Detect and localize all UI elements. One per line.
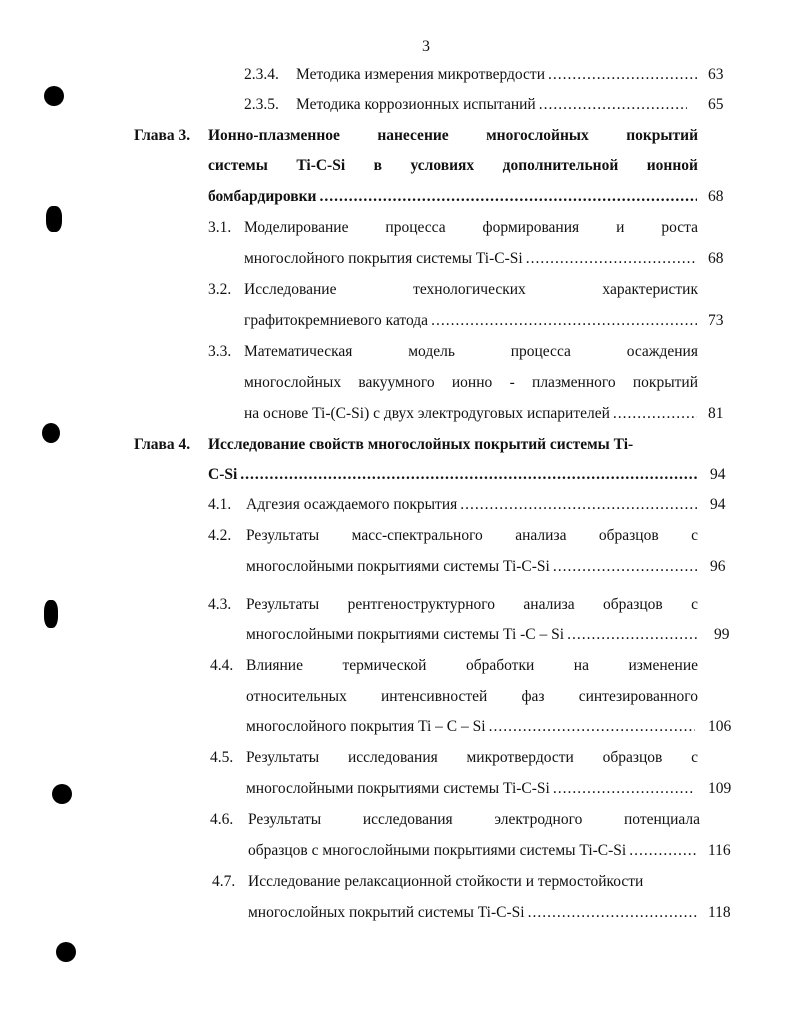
word: Результаты bbox=[246, 749, 320, 766]
leader-dots bbox=[460, 494, 697, 516]
word: образцов bbox=[602, 596, 663, 613]
word: многослойных bbox=[244, 374, 342, 391]
leader-dots bbox=[567, 624, 697, 646]
word: Ионно-плазменное bbox=[208, 127, 340, 144]
word: анализа bbox=[515, 527, 567, 544]
word: интенсивностей bbox=[381, 688, 488, 705]
word: покрытий bbox=[626, 127, 698, 144]
word: относительных bbox=[246, 688, 347, 705]
toc-title: C-Si bbox=[208, 466, 238, 483]
chapter-title-line bbox=[208, 434, 700, 456]
leader-dots bbox=[553, 778, 695, 800]
word: покрытий bbox=[632, 374, 698, 391]
word: Моделирование bbox=[244, 219, 349, 236]
word: характеристик bbox=[602, 281, 698, 298]
word: Результаты bbox=[248, 811, 322, 828]
word: процесса bbox=[385, 219, 446, 236]
toc-title: многослойного покрытия Ti – C – Si bbox=[246, 718, 486, 735]
word: Влияние bbox=[246, 657, 303, 674]
toc-page: 116 bbox=[708, 842, 731, 859]
word: осаждения bbox=[626, 343, 698, 360]
word: роста bbox=[661, 219, 698, 236]
toc-title-line bbox=[244, 341, 698, 363]
word: исследования bbox=[347, 749, 438, 766]
word: изменение bbox=[628, 657, 698, 674]
toc-title-line bbox=[246, 525, 698, 547]
leader-dots bbox=[548, 64, 697, 86]
punch-hole-mark bbox=[46, 206, 62, 232]
toc-number: 3.3. bbox=[208, 343, 232, 360]
word: процесса bbox=[510, 343, 571, 360]
toc-title-line bbox=[246, 624, 700, 646]
toc-title-line bbox=[246, 747, 698, 769]
toc-title: образцов с многослойными покрытиями системы Ti-C-Si bbox=[248, 842, 627, 859]
chapter-title-line bbox=[208, 186, 700, 208]
toc-page: 63 bbox=[708, 66, 724, 83]
word: с bbox=[691, 596, 698, 613]
word: плазменного bbox=[532, 374, 616, 391]
toc-title: многослойными покрытиями системы Ti-C-Si bbox=[246, 558, 550, 575]
toc-title-line bbox=[248, 902, 700, 924]
toc-number: 4.4. bbox=[210, 657, 234, 674]
word: электродного bbox=[494, 811, 583, 828]
toc-number: 4.5. bbox=[210, 749, 234, 766]
toc-page: 109 bbox=[708, 780, 732, 797]
toc-title: Методика коррозионных испытаний bbox=[296, 96, 536, 113]
toc-number: 3.2. bbox=[208, 281, 232, 298]
punch-hole-mark bbox=[52, 784, 72, 804]
toc-title: многослойными покрытиями системы Ti -C – Si bbox=[246, 626, 565, 643]
leader-dots bbox=[553, 556, 697, 578]
toc-page: 118 bbox=[708, 904, 731, 921]
toc-title: на основе Ti-(C-Si) с двух электродуговых испарителей bbox=[244, 405, 610, 422]
toc-title-line bbox=[244, 310, 700, 332]
word: исследования bbox=[362, 811, 453, 828]
toc-entry bbox=[246, 494, 700, 516]
leader-dots bbox=[528, 902, 697, 924]
word: фаз bbox=[521, 688, 545, 705]
word: термической bbox=[342, 657, 427, 674]
word: многослойных bbox=[486, 127, 589, 144]
word: Исследование bbox=[244, 281, 337, 298]
word: условиях bbox=[410, 157, 475, 174]
word: масс-спектрального bbox=[351, 527, 483, 544]
leader-dots bbox=[539, 94, 687, 116]
toc-title-line bbox=[244, 372, 698, 394]
toc-number: 4.1. bbox=[208, 496, 232, 513]
word: Ti-C-Si bbox=[296, 157, 346, 174]
word: дополнительной bbox=[502, 157, 619, 174]
toc-page: 73 bbox=[708, 312, 724, 329]
word: Результаты bbox=[246, 596, 320, 613]
leader-dots bbox=[629, 840, 697, 862]
toc-number: 2.3.4. bbox=[244, 66, 279, 83]
toc-title: Адгезия осаждаемого покрытия bbox=[246, 496, 458, 513]
word: и bbox=[616, 219, 625, 236]
toc-title: графитокремниевого катода bbox=[244, 312, 429, 329]
word: анализа bbox=[523, 596, 575, 613]
word: образцов bbox=[598, 527, 659, 544]
toc-title-line bbox=[246, 556, 700, 578]
word: - bbox=[509, 374, 515, 391]
toc-page: 106 bbox=[708, 718, 732, 735]
toc-title: бомбардировки bbox=[208, 188, 317, 205]
word: вакуумного bbox=[358, 374, 435, 391]
punch-hole-mark bbox=[44, 86, 64, 106]
toc-title: Исследование свойств многослойных покрытий системы Ti- bbox=[208, 436, 634, 453]
toc-number: 2.3.5. bbox=[244, 96, 279, 113]
word: образцов bbox=[602, 749, 663, 766]
toc-title-line bbox=[248, 840, 700, 862]
toc-title-line bbox=[246, 655, 698, 677]
chapter-label: Глава 4. bbox=[134, 436, 191, 453]
word: нанесение bbox=[377, 127, 449, 144]
toc-number: 4.3. bbox=[208, 596, 232, 613]
word: Результаты bbox=[246, 527, 320, 544]
word: на bbox=[573, 657, 589, 674]
toc-entry bbox=[296, 94, 690, 116]
toc-number: 3.1. bbox=[208, 219, 232, 236]
toc-page: 94 bbox=[710, 466, 726, 483]
chapter-title-line bbox=[208, 155, 698, 177]
word: с bbox=[691, 749, 698, 766]
chapter-title-line bbox=[208, 464, 700, 486]
toc-page: 96 bbox=[710, 558, 726, 575]
toc-page: 81 bbox=[708, 405, 724, 422]
punch-hole-mark bbox=[44, 600, 58, 628]
toc-title-line bbox=[246, 778, 698, 800]
toc-page: 94 bbox=[710, 496, 726, 513]
word: обработки bbox=[465, 657, 535, 674]
leader-dots bbox=[489, 716, 695, 738]
toc-title: Исследование релаксационной стойкости и термостойкости bbox=[248, 873, 644, 890]
toc-page: 99 bbox=[714, 626, 730, 643]
word: потенциала bbox=[623, 811, 700, 828]
chapter-label: Глава 3. bbox=[134, 127, 191, 144]
word: системы bbox=[208, 157, 268, 174]
toc-title-line bbox=[248, 809, 700, 831]
word: технологических bbox=[413, 281, 526, 298]
leader-dots bbox=[431, 310, 697, 332]
word: микротвердости bbox=[466, 749, 574, 766]
toc-title-line bbox=[244, 248, 700, 270]
toc-title: многослойными покрытиями системы Ti-C-Si bbox=[246, 780, 550, 797]
word: с bbox=[691, 527, 698, 544]
leader-dots bbox=[526, 248, 697, 270]
toc-entry bbox=[296, 64, 700, 86]
word: синтезированного bbox=[578, 688, 698, 705]
word: Математическая bbox=[244, 343, 353, 360]
toc-title-line bbox=[244, 403, 700, 425]
toc-title-line bbox=[244, 217, 698, 239]
word: модель bbox=[408, 343, 455, 360]
leader-dots bbox=[613, 403, 697, 425]
leader-dots bbox=[319, 186, 697, 208]
toc-title-line bbox=[246, 594, 698, 616]
toc-title-line bbox=[246, 716, 698, 738]
chapter-title-line bbox=[208, 125, 698, 147]
word: ионной bbox=[646, 157, 698, 174]
toc-page: 68 bbox=[708, 188, 724, 205]
toc-number: 4.6. bbox=[210, 811, 234, 828]
punch-hole-mark bbox=[42, 423, 60, 443]
toc-page: 68 bbox=[708, 250, 724, 267]
leader-dots bbox=[240, 464, 697, 486]
toc-title-line bbox=[246, 686, 698, 708]
toc-number: 4.7. bbox=[212, 873, 236, 890]
toc-title-line bbox=[244, 279, 698, 301]
punch-hole-mark bbox=[56, 942, 76, 962]
toc-title: многослойных покрытий системы Ti-C-Si bbox=[248, 904, 525, 921]
toc-title-line bbox=[248, 871, 700, 893]
page-number: 3 bbox=[422, 38, 430, 55]
word: рентгеноструктурного bbox=[347, 596, 496, 613]
toc-title: многослойного покрытия системы Ti-C-Si bbox=[244, 250, 523, 267]
toc-title: Методика измерения микротвердости bbox=[296, 66, 545, 83]
word: ионно bbox=[451, 374, 493, 391]
word: в bbox=[373, 157, 382, 174]
word: формирования bbox=[482, 219, 580, 236]
toc-number: 4.2. bbox=[208, 527, 232, 544]
toc-page: 65 bbox=[708, 96, 724, 113]
